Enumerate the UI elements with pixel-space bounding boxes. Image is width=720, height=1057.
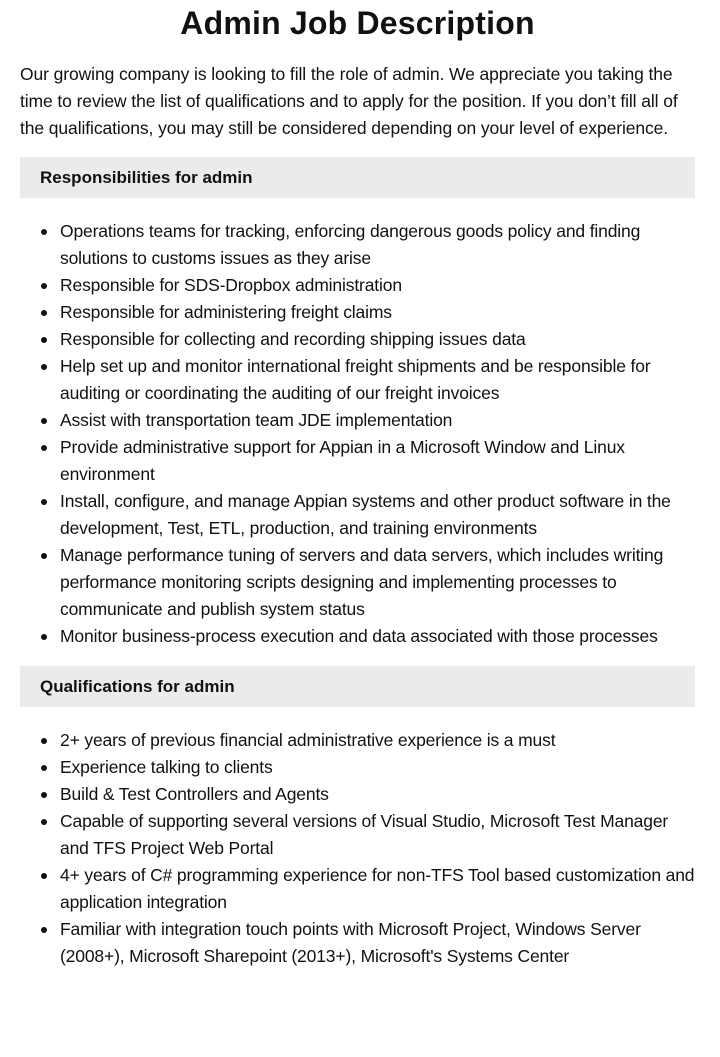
bullet-icon [41, 792, 47, 798]
list-item-text: Familiar with integration touch points with Microsoft Project, Windows Server (2008+), Microsoft Sharepoint (2013+), Microsoft's Systems Center [60, 919, 641, 966]
list-item-text: Operations teams for tracking, enforcing dangerous goods policy and finding solutions to customs issues as they arise [60, 221, 641, 268]
bullet-icon [41, 765, 47, 771]
list-item-text: Provide administrative support for Appian in a Microsoft Window and Linux environment [60, 437, 625, 484]
list-item-text: Install, configure, and manage Appian systems and other product software in the development, Test, ETL, production, and training environments [60, 491, 671, 538]
intro-paragraph: Our growing company is looking to fill the role of admin. We appreciate you taking the time to review the list of qualifications and to apply for the position. If you don’t fill all of the qualifications, you may still be considered depending on your level of experience. [20, 64, 678, 138]
section-header-responsibilities: Responsibilities for admin [20, 157, 695, 198]
responsibilities-list [20, 218, 695, 650]
list-item [60, 727, 695, 754]
bullet-icon [41, 418, 47, 424]
bullet-icon [41, 337, 47, 343]
list-item-text: 4+ years of C# programming experience for non-TFS Tool based customization and application integration [60, 865, 695, 912]
section-header-qualifications: Qualifications for admin [20, 666, 695, 707]
qualifications-list [20, 727, 695, 970]
list-item [60, 326, 695, 353]
list-item-text: Responsible for administering freight claims [60, 302, 392, 322]
list-item [60, 272, 695, 299]
list-item [60, 623, 695, 650]
list-item-text: Responsible for collecting and recording shipping issues data [60, 329, 526, 349]
bullet-icon [41, 229, 47, 235]
bullet-icon [41, 927, 47, 933]
list-item [60, 542, 695, 623]
bullet-icon [41, 873, 47, 879]
bullet-icon [41, 283, 47, 289]
bullet-icon [41, 364, 47, 370]
list-item-text: Assist with transportation team JDE implementation [60, 410, 453, 430]
list-item-text: Experience talking to clients [60, 757, 273, 777]
bullet-icon [41, 445, 47, 451]
list-item-text: Build & Test Controllers and Agents [60, 784, 329, 804]
list-item [60, 353, 695, 407]
page-title: Admin Job Description [180, 5, 535, 41]
bullet-icon [41, 310, 47, 316]
list-item [60, 862, 695, 916]
bullet-icon [41, 499, 47, 505]
list-item-text: Help set up and monitor international freight shipments and be responsible for auditing or coordinating the auditing of our freight invoices [60, 356, 651, 403]
list-item [60, 488, 695, 542]
bullet-icon [41, 634, 47, 640]
list-item [60, 781, 695, 808]
list-item-text: Monitor business-process execution and data associated with those processes [60, 626, 658, 646]
list-item-text: 2+ years of previous financial administrative experience is a must [60, 730, 556, 750]
bullet-icon [41, 819, 47, 825]
list-item [60, 916, 695, 970]
list-item-text: Capable of supporting several versions of Visual Studio, Microsoft Test Manager and TFS Project Web Portal [60, 811, 669, 858]
list-item-text: Manage performance tuning of servers and data servers, which includes writing performance monitoring scripts designing and implementing processes to communicate and publish system status [60, 545, 664, 619]
list-item [60, 407, 695, 434]
list-item-text: Responsible for SDS-Dropbox administration [60, 275, 402, 295]
list-item [60, 808, 695, 862]
bullet-icon [41, 553, 47, 559]
list-item [60, 434, 695, 488]
list-item [60, 299, 695, 326]
bullet-icon [41, 738, 47, 744]
list-item [60, 754, 695, 781]
list-item [60, 218, 695, 272]
